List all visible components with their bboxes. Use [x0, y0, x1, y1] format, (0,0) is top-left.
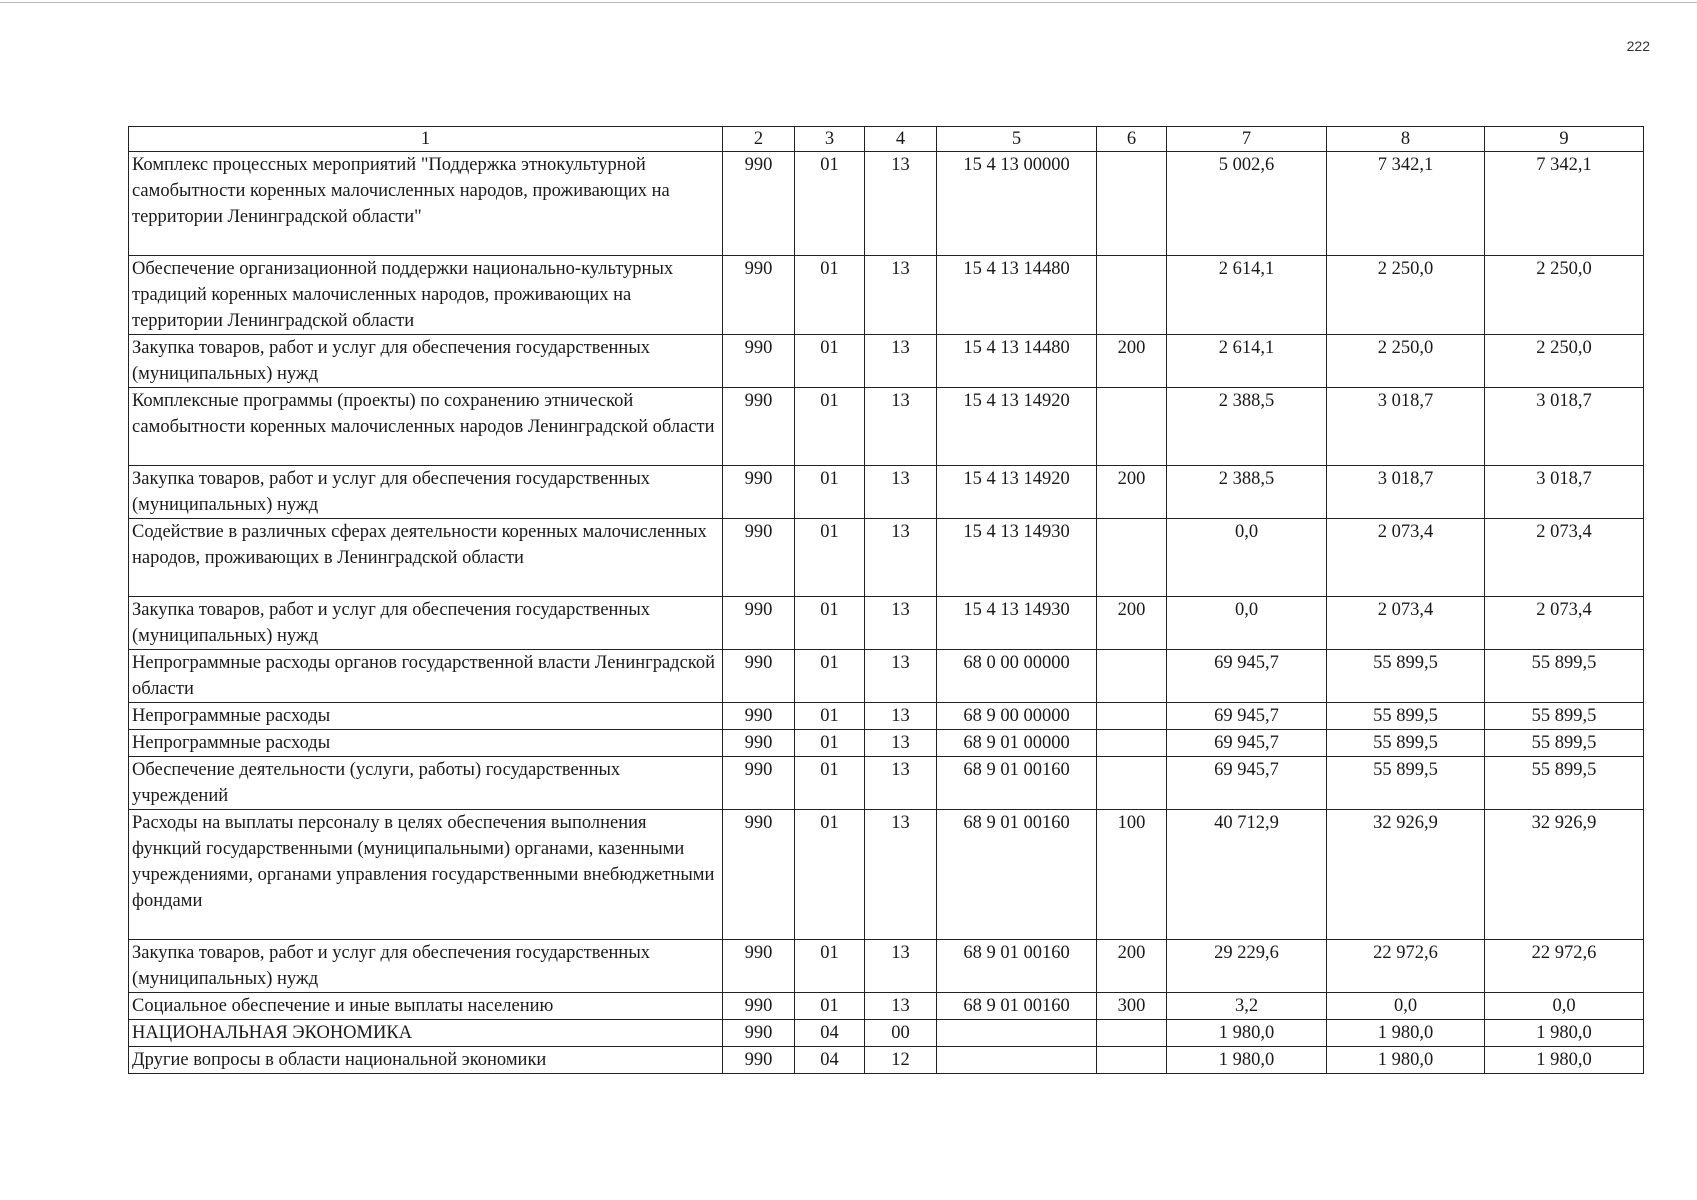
table-row — [129, 730, 1644, 757]
target-article-cell: 68 0 00 00000 — [937, 650, 1097, 703]
amount-year2-cell: 2 073,4 — [1327, 519, 1485, 597]
amount-year1-cell: 69 945,7 — [1167, 703, 1327, 730]
section-cell: 04 — [795, 1047, 865, 1074]
row-name-cell: Расходы на выплаты персоналу в целях обеспечения выполнения функций государственными (муниципальными) органами, казенными учреждениями, органами управления государственными внебюджетными фондами — [129, 810, 723, 940]
table-row — [129, 650, 1644, 703]
target-article-cell — [937, 1047, 1097, 1074]
admin-code-cell: 990 — [723, 466, 795, 519]
expense-type-cell: 100 — [1097, 810, 1167, 940]
target-article-cell: 68 9 01 00160 — [937, 757, 1097, 810]
amount-year3-cell: 55 899,5 — [1485, 650, 1644, 703]
column-number-header: 6 — [1097, 127, 1167, 152]
column-number-header-row — [129, 127, 1644, 152]
expense-type-cell — [1097, 152, 1167, 256]
amount-year1-cell: 2 614,1 — [1167, 335, 1327, 388]
table-row — [129, 388, 1644, 466]
expense-type-cell — [1097, 650, 1167, 703]
expense-type-cell — [1097, 703, 1167, 730]
expense-type-cell — [1097, 1047, 1167, 1074]
expense-type-cell — [1097, 519, 1167, 597]
amount-year2-cell: 7 342,1 — [1327, 152, 1485, 256]
admin-code-cell: 990 — [723, 810, 795, 940]
section-cell: 01 — [795, 597, 865, 650]
table-row — [129, 810, 1644, 940]
row-name-cell: Закупка товаров, работ и услуг для обеспечения государственных (муниципальных) нужд — [129, 597, 723, 650]
section-cell: 01 — [795, 152, 865, 256]
table-row — [129, 466, 1644, 519]
subsection-cell: 12 — [865, 1047, 937, 1074]
target-article-cell: 68 9 01 00000 — [937, 730, 1097, 757]
amount-year1-cell: 69 945,7 — [1167, 730, 1327, 757]
top-edge-rule — [0, 2, 1697, 3]
amount-year2-cell: 1 980,0 — [1327, 1047, 1485, 1074]
section-cell: 01 — [795, 335, 865, 388]
expense-type-cell — [1097, 388, 1167, 466]
amount-year1-cell: 3,2 — [1167, 993, 1327, 1020]
expense-type-cell: 300 — [1097, 993, 1167, 1020]
admin-code-cell: 990 — [723, 703, 795, 730]
admin-code-cell: 990 — [723, 152, 795, 256]
target-article-cell: 68 9 00 00000 — [937, 703, 1097, 730]
subsection-cell: 13 — [865, 256, 937, 335]
row-name-cell: Другие вопросы в области национальной экономики — [129, 1047, 723, 1074]
target-article-cell: 15 4 13 14920 — [937, 466, 1097, 519]
amount-year2-cell: 2 250,0 — [1327, 256, 1485, 335]
table-row — [129, 152, 1644, 256]
subsection-cell: 13 — [865, 466, 937, 519]
column-number-header: 4 — [865, 127, 937, 152]
admin-code-cell: 990 — [723, 757, 795, 810]
row-name-cell: Непрограммные расходы органов государственной власти Ленинградской области — [129, 650, 723, 703]
amount-year2-cell: 32 926,9 — [1327, 810, 1485, 940]
amount-year2-cell: 2 250,0 — [1327, 335, 1485, 388]
amount-year3-cell: 22 972,6 — [1485, 940, 1644, 993]
amount-year3-cell: 2 073,4 — [1485, 519, 1644, 597]
subsection-cell: 13 — [865, 650, 937, 703]
amount-year2-cell: 0,0 — [1327, 993, 1485, 1020]
expense-type-cell — [1097, 730, 1167, 757]
target-article-cell: 15 4 13 00000 — [937, 152, 1097, 256]
subsection-cell: 13 — [865, 519, 937, 597]
expense-type-cell: 200 — [1097, 335, 1167, 388]
section-cell: 01 — [795, 256, 865, 335]
admin-code-cell: 990 — [723, 1047, 795, 1074]
row-name-cell: Содействие в различных сферах деятельности коренных малочисленных народов, проживающих в Ленинградской области — [129, 519, 723, 597]
expense-type-cell: 200 — [1097, 940, 1167, 993]
subsection-cell: 13 — [865, 757, 937, 810]
section-cell: 01 — [795, 810, 865, 940]
amount-year3-cell: 1 980,0 — [1485, 1020, 1644, 1047]
subsection-cell: 13 — [865, 152, 937, 256]
amount-year1-cell: 2 388,5 — [1167, 466, 1327, 519]
amount-year1-cell: 5 002,6 — [1167, 152, 1327, 256]
amount-year2-cell: 2 073,4 — [1327, 597, 1485, 650]
section-cell: 01 — [795, 650, 865, 703]
target-article-cell: 15 4 13 14480 — [937, 256, 1097, 335]
column-number-header: 5 — [937, 127, 1097, 152]
row-name-cell: Закупка товаров, работ и услуг для обеспечения государственных (муниципальных) нужд — [129, 335, 723, 388]
subsection-cell: 13 — [865, 335, 937, 388]
row-name-cell: Непрограммные расходы — [129, 730, 723, 757]
column-number-header: 1 — [129, 127, 723, 152]
admin-code-cell: 990 — [723, 388, 795, 466]
target-article-cell: 15 4 13 14930 — [937, 597, 1097, 650]
section-cell: 01 — [795, 940, 865, 993]
target-article-cell: 68 9 01 00160 — [937, 993, 1097, 1020]
table-row — [129, 993, 1644, 1020]
target-article-cell: 15 4 13 14920 — [937, 388, 1097, 466]
amount-year1-cell: 69 945,7 — [1167, 650, 1327, 703]
amount-year1-cell: 1 980,0 — [1167, 1020, 1327, 1047]
admin-code-cell: 990 — [723, 993, 795, 1020]
admin-code-cell: 990 — [723, 1020, 795, 1047]
column-number-header: 9 — [1485, 127, 1644, 152]
table-row — [129, 597, 1644, 650]
amount-year3-cell: 32 926,9 — [1485, 810, 1644, 940]
subsection-cell: 13 — [865, 388, 937, 466]
amount-year2-cell: 22 972,6 — [1327, 940, 1485, 993]
section-cell: 01 — [795, 388, 865, 466]
column-number-header: 3 — [795, 127, 865, 152]
amount-year1-cell: 0,0 — [1167, 597, 1327, 650]
amount-year1-cell: 40 712,9 — [1167, 810, 1327, 940]
table-row — [129, 703, 1644, 730]
row-name-cell: НАЦИОНАЛЬНАЯ ЭКОНОМИКА — [129, 1020, 723, 1047]
table-row — [129, 1020, 1644, 1047]
amount-year1-cell: 1 980,0 — [1167, 1047, 1327, 1074]
amount-year3-cell: 3 018,7 — [1485, 466, 1644, 519]
admin-code-cell: 990 — [723, 650, 795, 703]
row-name-cell: Комплекс процессных мероприятий "Поддержка этнокультурной самобытности коренных малочисленных народов, проживающих на территории Ленинградской области" — [129, 152, 723, 256]
amount-year3-cell: 7 342,1 — [1485, 152, 1644, 256]
column-number-header: 2 — [723, 127, 795, 152]
expense-type-cell: 200 — [1097, 597, 1167, 650]
subsection-cell: 13 — [865, 940, 937, 993]
amount-year2-cell: 1 980,0 — [1327, 1020, 1485, 1047]
expense-type-cell — [1097, 256, 1167, 335]
amount-year1-cell: 0,0 — [1167, 519, 1327, 597]
subsection-cell: 13 — [865, 730, 937, 757]
section-cell: 04 — [795, 1020, 865, 1047]
page-number: 222 — [1626, 38, 1650, 54]
subsection-cell: 13 — [865, 993, 937, 1020]
amount-year3-cell: 0,0 — [1485, 993, 1644, 1020]
amount-year3-cell: 55 899,5 — [1485, 757, 1644, 810]
row-name-cell: Непрограммные расходы — [129, 703, 723, 730]
table-row — [129, 335, 1644, 388]
target-article-cell: 68 9 01 00160 — [937, 810, 1097, 940]
admin-code-cell: 990 — [723, 519, 795, 597]
subsection-cell: 00 — [865, 1020, 937, 1047]
target-article-cell: 15 4 13 14480 — [937, 335, 1097, 388]
amount-year2-cell: 3 018,7 — [1327, 388, 1485, 466]
expense-type-cell — [1097, 757, 1167, 810]
target-article-cell — [937, 1020, 1097, 1047]
target-article-cell: 68 9 01 00160 — [937, 940, 1097, 993]
admin-code-cell: 990 — [723, 730, 795, 757]
row-name-cell: Комплексные программы (проекты) по сохранению этнической самобытности коренных малочисленных народов Ленинградской области — [129, 388, 723, 466]
admin-code-cell: 990 — [723, 256, 795, 335]
amount-year3-cell: 2 073,4 — [1485, 597, 1644, 650]
amount-year2-cell: 55 899,5 — [1327, 730, 1485, 757]
expense-type-cell: 200 — [1097, 466, 1167, 519]
subsection-cell: 13 — [865, 597, 937, 650]
section-cell: 01 — [795, 993, 865, 1020]
amount-year3-cell: 3 018,7 — [1485, 388, 1644, 466]
row-name-cell: Социальное обеспечение и иные выплаты населению — [129, 993, 723, 1020]
target-article-cell: 15 4 13 14930 — [937, 519, 1097, 597]
table-row — [129, 519, 1644, 597]
column-number-header: 8 — [1327, 127, 1485, 152]
admin-code-cell: 990 — [723, 940, 795, 993]
section-cell: 01 — [795, 757, 865, 810]
amount-year1-cell: 2 388,5 — [1167, 388, 1327, 466]
amount-year1-cell: 29 229,6 — [1167, 940, 1327, 993]
amount-year3-cell: 1 980,0 — [1485, 1047, 1644, 1074]
table-row — [129, 256, 1644, 335]
amount-year3-cell: 55 899,5 — [1485, 730, 1644, 757]
section-cell: 01 — [795, 730, 865, 757]
admin-code-cell: 990 — [723, 597, 795, 650]
section-cell: 01 — [795, 519, 865, 597]
row-name-cell: Обеспечение деятельности (услуги, работы) государственных учреждений — [129, 757, 723, 810]
amount-year1-cell: 69 945,7 — [1167, 757, 1327, 810]
table-row — [129, 757, 1644, 810]
expense-type-cell — [1097, 1020, 1167, 1047]
column-number-header: 7 — [1167, 127, 1327, 152]
row-name-cell: Закупка товаров, работ и услуг для обеспечения государственных (муниципальных) нужд — [129, 940, 723, 993]
row-name-cell: Закупка товаров, работ и услуг для обеспечения государственных (муниципальных) нужд — [129, 466, 723, 519]
subsection-cell: 13 — [865, 810, 937, 940]
amount-year2-cell: 55 899,5 — [1327, 650, 1485, 703]
amount-year3-cell: 55 899,5 — [1485, 703, 1644, 730]
amount-year2-cell: 55 899,5 — [1327, 757, 1485, 810]
amount-year1-cell: 2 614,1 — [1167, 256, 1327, 335]
section-cell: 01 — [795, 703, 865, 730]
table-row — [129, 1047, 1644, 1074]
budget-table — [128, 126, 1644, 1074]
row-name-cell: Обеспечение организационной поддержки национально-культурных традиций коренных малочисленных народов, проживающих на территории Ленинградской области — [129, 256, 723, 335]
section-cell: 01 — [795, 466, 865, 519]
amount-year3-cell: 2 250,0 — [1485, 256, 1644, 335]
amount-year2-cell: 55 899,5 — [1327, 703, 1485, 730]
table-row — [129, 940, 1644, 993]
amount-year3-cell: 2 250,0 — [1485, 335, 1644, 388]
subsection-cell: 13 — [865, 703, 937, 730]
amount-year2-cell: 3 018,7 — [1327, 466, 1485, 519]
admin-code-cell: 990 — [723, 335, 795, 388]
